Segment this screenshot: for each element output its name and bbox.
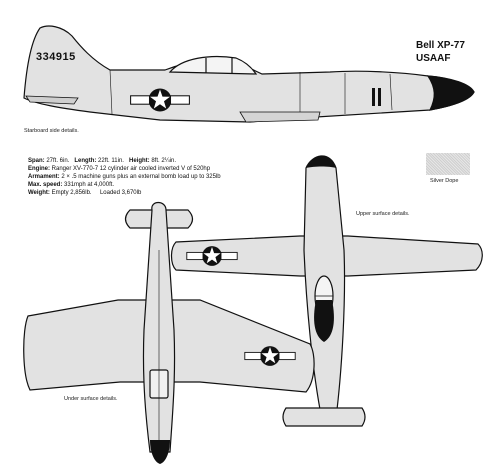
span-label: Span: xyxy=(28,158,45,164)
speed-value: 331mph at 4,000ft. xyxy=(64,182,115,188)
armament-label: Armament: xyxy=(28,174,60,180)
upper-view-aircraft xyxy=(172,156,483,426)
weight-label: Weight: xyxy=(28,190,50,196)
side-view-aircraft xyxy=(24,26,474,122)
speed-label: Max. speed: xyxy=(28,182,63,188)
spec-line-weight xyxy=(28,190,141,198)
silver-dope-swatch xyxy=(426,153,470,175)
weight-loaded-value: Loaded 3,670lb xyxy=(99,190,142,196)
service-title: USAAF xyxy=(416,53,451,64)
upper-view-caption: Upper surface details. xyxy=(356,211,410,217)
spec-line-dimensions xyxy=(28,158,176,166)
aircraft-title: Bell XP-77 xyxy=(416,40,465,51)
side-view-caption: Starboard side details. xyxy=(24,128,79,134)
height-label: Height: xyxy=(128,158,150,164)
spec-line-engine xyxy=(28,166,210,174)
armament-value: 2 × .5 machine guns plus an external bomb load up to 325lb xyxy=(61,174,221,180)
weight-empty-value: Empty 2,856lb. xyxy=(51,190,92,196)
spec-line-speed xyxy=(28,182,114,190)
engine-label: Engine: xyxy=(28,166,50,172)
under-view-nose-cone xyxy=(150,440,170,464)
upper-view-nose-cone xyxy=(306,156,336,168)
engine-value: Ranger XV-770-7 12 cylinder air cooled inverted V of 520hp xyxy=(51,166,211,172)
tail-serial-number: 334915 xyxy=(36,51,76,63)
silver-dope-label: Silver Dope xyxy=(430,178,459,184)
under-view-caption: Under surface details. xyxy=(64,396,118,402)
length-label: Length: xyxy=(74,158,97,164)
height-value: 8ft. 2¼in. xyxy=(151,158,177,164)
spec-line-armament xyxy=(28,174,221,182)
span-value: 27ft. 6in. xyxy=(46,158,70,164)
length-value: 22ft. 11in. xyxy=(98,158,124,164)
